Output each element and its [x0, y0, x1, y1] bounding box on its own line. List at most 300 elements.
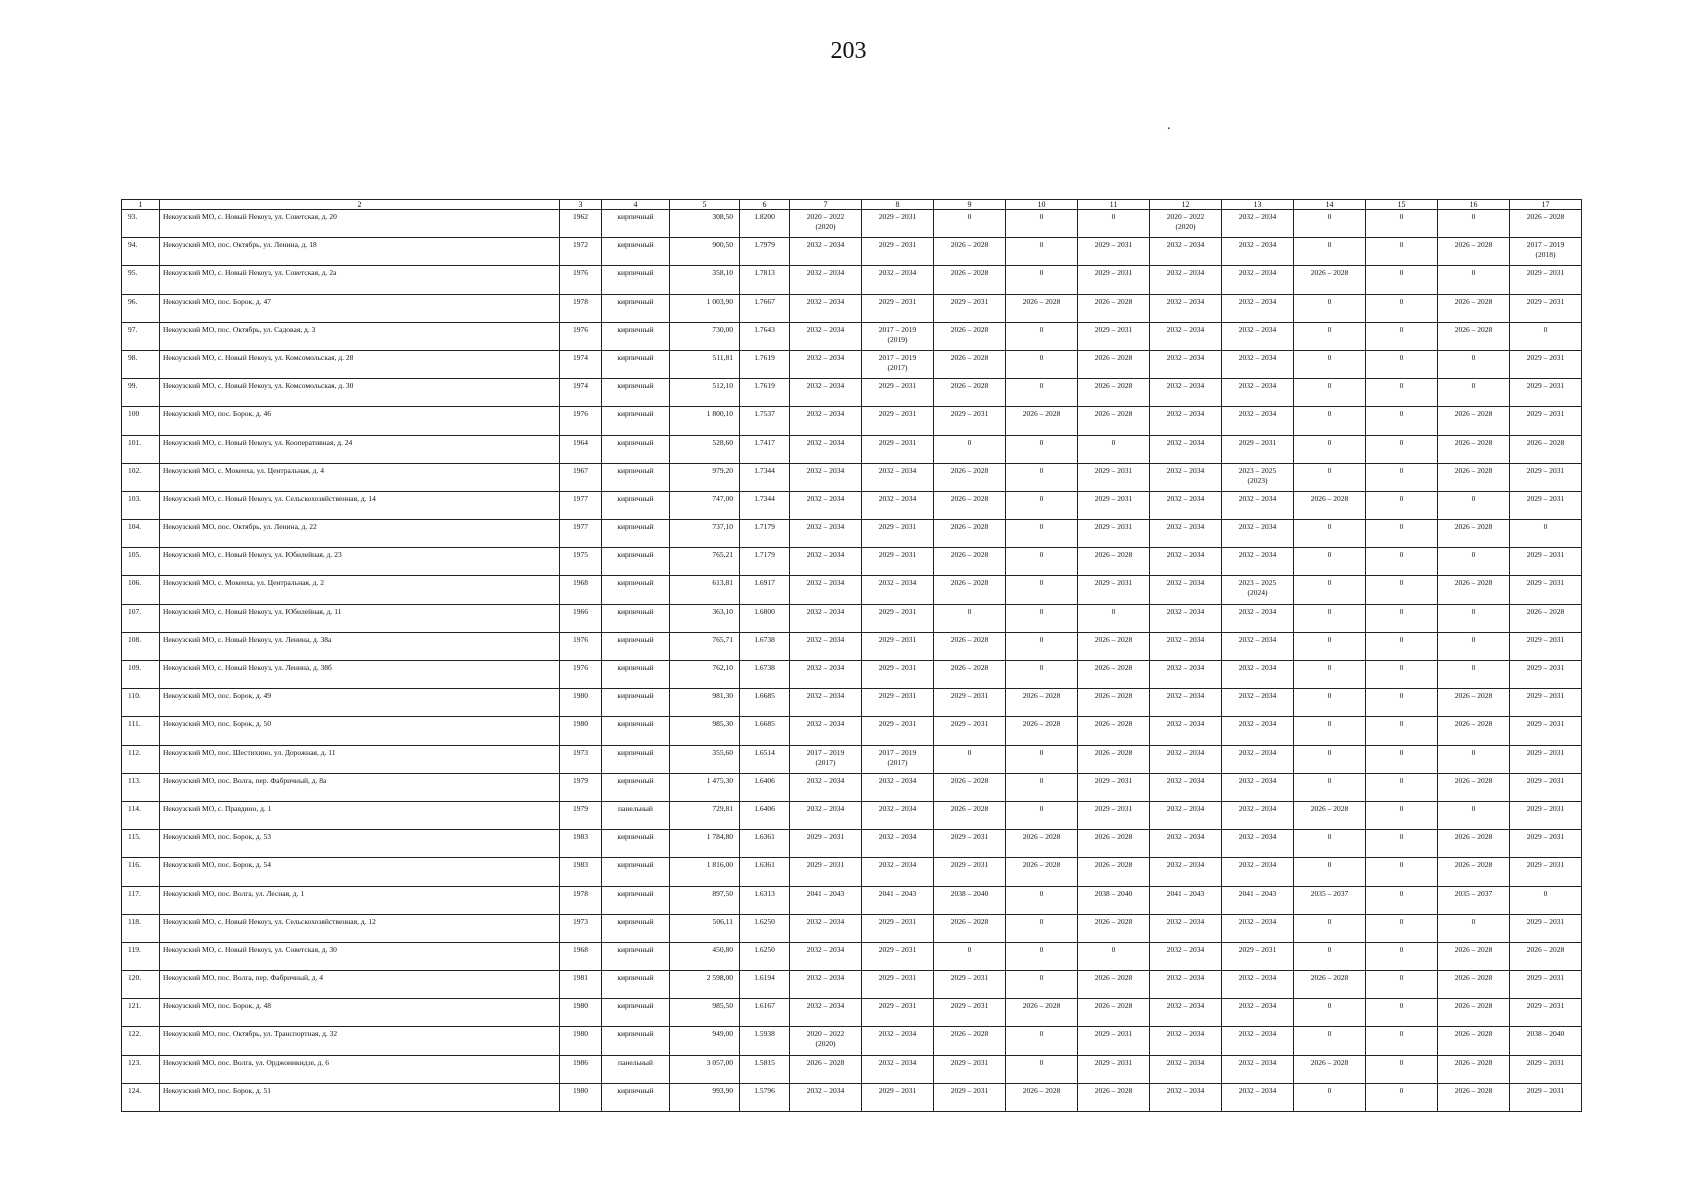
table-cell: 2029 – 2031 [1510, 491, 1582, 519]
table-cell: 2032 – 2034 [1150, 773, 1222, 801]
table-cell: 2026 – 2028 [1078, 379, 1150, 407]
table-cell: 1980 [560, 717, 602, 745]
table-cell: кирпичный [602, 717, 670, 745]
table-cell: кирпичный [602, 1083, 670, 1111]
table-cell: 2029 – 2031 [862, 632, 934, 660]
table-cell: 2032 – 2034 [1150, 914, 1222, 942]
table-cell: 2029 – 2031 [1510, 717, 1582, 745]
table-cell: 0 [1006, 745, 1078, 773]
table-cell: 2032 – 2034 [1222, 1083, 1294, 1111]
table-cell: 1.6685 [740, 689, 790, 717]
table-row [122, 294, 1582, 322]
table-cell: 2032 – 2034 [790, 604, 862, 632]
table-cell: 2032 – 2034 [1222, 491, 1294, 519]
table-cell: 2026 – 2028 [1078, 1083, 1150, 1111]
table-cell: 2017 – 2019 (2017) [862, 745, 934, 773]
table-cell: Некоузский МО, с. Мокеиха, ул. Центральная, д. 4 [160, 463, 560, 491]
table-row [122, 914, 1582, 942]
table-cell: 0 [1438, 914, 1510, 942]
table-cell: 2032 – 2034 [790, 632, 862, 660]
table-cell: 2029 – 2031 [1078, 322, 1150, 350]
column-header: 7 [790, 200, 862, 210]
table-cell: 1 475,30 [670, 773, 740, 801]
table-cell: кирпичный [602, 661, 670, 689]
table-cell: 765,71 [670, 632, 740, 660]
table-cell: 2026 – 2028 [1438, 1055, 1510, 1083]
table-cell: кирпичный [602, 548, 670, 576]
column-header: 15 [1366, 200, 1438, 210]
table-cell: Некоузский МО, пос. Октябрь, ул. Садовая, д. 3 [160, 322, 560, 350]
table-cell: 0 [1366, 576, 1438, 604]
table-cell: 2023 – 2025 (2024) [1222, 576, 1294, 604]
table-cell: 2029 – 2031 [862, 548, 934, 576]
table-cell: 0 [1294, 520, 1366, 548]
table-cell: 2029 – 2031 [1078, 1055, 1150, 1083]
table-cell: 1975 [560, 548, 602, 576]
table-cell: 2032 – 2034 [1222, 661, 1294, 689]
table-cell: кирпичный [602, 294, 670, 322]
table-cell: 100 [122, 407, 160, 435]
table-row [122, 999, 1582, 1027]
table-cell: 2029 – 2031 [1510, 1083, 1582, 1111]
table-cell: 2026 – 2028 [1078, 971, 1150, 999]
table-cell: 0 [1366, 717, 1438, 745]
table-cell: 0 [1438, 210, 1510, 238]
table-cell: 1.6194 [740, 971, 790, 999]
table-cell: 2026 – 2028 [1078, 632, 1150, 660]
table-cell: 2029 – 2031 [1078, 773, 1150, 801]
table-cell: Некоузский МО, пос. Шестихино, ул. Дорожная, д. 11 [160, 745, 560, 773]
table-cell: 2032 – 2034 [1150, 1055, 1222, 1083]
table-cell: 2041 – 2043 [1150, 886, 1222, 914]
table-cell: 1976 [560, 322, 602, 350]
table-cell: 1973 [560, 745, 602, 773]
table-cell: 737,10 [670, 520, 740, 548]
table-cell: 2032 – 2034 [1150, 491, 1222, 519]
table-cell: 0 [1006, 491, 1078, 519]
table-cell: 105. [122, 548, 160, 576]
table-cell: 0 [1366, 858, 1438, 886]
table-cell: Некоузский МО, с. Новый Некоуз, ул. Комсомольская, д. 30 [160, 379, 560, 407]
table-cell: 1.6250 [740, 942, 790, 970]
table-cell: Некоузский МО, пос. Борок, д. 54 [160, 858, 560, 886]
table-cell: 2032 – 2034 [1150, 971, 1222, 999]
table-cell: 1.7344 [740, 491, 790, 519]
table-cell: 2032 – 2034 [862, 830, 934, 858]
table-cell: 0 [1006, 350, 1078, 378]
table-cell: 1978 [560, 294, 602, 322]
table-cell: 2026 – 2028 [1078, 350, 1150, 378]
table-cell: 308,50 [670, 210, 740, 238]
table-cell: 2026 – 2028 [1006, 1083, 1078, 1111]
table-cell: 2026 – 2028 [1006, 717, 1078, 745]
table-cell: 0 [1510, 322, 1582, 350]
table-cell: 1 800,10 [670, 407, 740, 435]
table-cell: 2026 – 2028 [1294, 266, 1366, 294]
table-cell: 2032 – 2034 [790, 463, 862, 491]
table-cell: 1.6685 [740, 717, 790, 745]
table-cell: 1 003,90 [670, 294, 740, 322]
table-cell: 0 [1294, 407, 1366, 435]
table-cell: 2026 – 2028 [1438, 999, 1510, 1027]
table-cell: 2032 – 2034 [1222, 266, 1294, 294]
table-cell: 2017 – 2019 (2017) [790, 745, 862, 773]
table-cell: 0 [1006, 238, 1078, 266]
table-cell: 450,80 [670, 942, 740, 970]
table-cell: 2026 – 2028 [1006, 858, 1078, 886]
table-cell: 1.6313 [740, 886, 790, 914]
table-cell: 107. [122, 604, 160, 632]
table-cell: 1967 [560, 463, 602, 491]
table-cell: 1.6514 [740, 745, 790, 773]
table-row [122, 210, 1582, 238]
table-cell: 2029 – 2031 [862, 717, 934, 745]
table-cell: 1966 [560, 604, 602, 632]
table-row [122, 1055, 1582, 1083]
table-cell: 2032 – 2034 [1222, 1027, 1294, 1055]
table-cell: панельный [602, 801, 670, 829]
table-cell: кирпичный [602, 322, 670, 350]
table-cell: 2026 – 2028 [1438, 435, 1510, 463]
table-cell: 0 [1366, 491, 1438, 519]
column-header: 12 [1150, 200, 1222, 210]
table-cell: 2026 – 2028 [1438, 576, 1510, 604]
table-cell: 2029 – 2031 [1078, 1027, 1150, 1055]
table-cell: 0 [1438, 632, 1510, 660]
table-cell: 2026 – 2028 [1438, 773, 1510, 801]
table-cell: кирпичный [602, 858, 670, 886]
table-cell: 0 [1294, 294, 1366, 322]
table-cell: 2032 – 2034 [1150, 858, 1222, 886]
table-cell: 0 [1006, 942, 1078, 970]
table-cell: 2029 – 2031 [934, 1055, 1006, 1083]
table-row [122, 322, 1582, 350]
table-cell: 2026 – 2028 [1078, 999, 1150, 1027]
table-cell: 2026 – 2028 [1438, 971, 1510, 999]
table-cell: 2026 – 2028 [934, 491, 1006, 519]
table-cell: 2032 – 2034 [1222, 773, 1294, 801]
table-cell: 2032 – 2034 [1222, 858, 1294, 886]
table-cell: 765,21 [670, 548, 740, 576]
table-cell: 1.6406 [740, 801, 790, 829]
table-cell: 0 [1366, 548, 1438, 576]
table-cell: 102. [122, 463, 160, 491]
table-cell: Некоузский МО, с. Новый Некоуз, ул. Советская, д. 30 [160, 942, 560, 970]
table-cell: 2032 – 2034 [790, 576, 862, 604]
table-cell: 2032 – 2034 [1150, 520, 1222, 548]
table-cell: Некоузский МО, пос. Волга, ул. Лесная, д. 1 [160, 886, 560, 914]
table-cell: 0 [1438, 548, 1510, 576]
table-cell: 2029 – 2031 [1510, 661, 1582, 689]
table-cell: 0 [1366, 830, 1438, 858]
table-cell: 1983 [560, 830, 602, 858]
table-cell: Некоузский МО, пос. Борок, д. 46 [160, 407, 560, 435]
table-cell: Некоузский МО, пос. Борок, д. 48 [160, 999, 560, 1027]
table-cell: 0 [1366, 604, 1438, 632]
table-cell: 0 [1006, 210, 1078, 238]
table-cell: 2032 – 2034 [1150, 830, 1222, 858]
table-cell: кирпичный [602, 830, 670, 858]
table-cell: 3 057,00 [670, 1055, 740, 1083]
table-cell: 0 [1294, 548, 1366, 576]
table-cell: 0 [1438, 745, 1510, 773]
table-cell: 2029 – 2031 [1510, 350, 1582, 378]
table-cell: 2029 – 2031 [862, 971, 934, 999]
table-cell: кирпичный [602, 632, 670, 660]
table-cell: 2032 – 2034 [790, 294, 862, 322]
table-cell: 2032 – 2034 [862, 463, 934, 491]
table-cell: 0 [934, 435, 1006, 463]
table-cell: Некоузский МО, с. Правдино, д. 1 [160, 801, 560, 829]
table-cell: 2032 – 2034 [790, 379, 862, 407]
table-cell: Некоузский МО, пос. Волга, пер. Фабричный, д. 4 [160, 971, 560, 999]
table-cell: 1.7667 [740, 294, 790, 322]
table-cell: кирпичный [602, 604, 670, 632]
table-cell: 1.8200 [740, 210, 790, 238]
table-cell: 2026 – 2028 [1510, 604, 1582, 632]
table-cell: 1.7344 [740, 463, 790, 491]
table-cell: 2032 – 2034 [1222, 322, 1294, 350]
table-row [122, 491, 1582, 519]
table-cell: 0 [1006, 914, 1078, 942]
table-row [122, 576, 1582, 604]
page-mark: . [1167, 118, 1171, 133]
table-cell: 1968 [560, 942, 602, 970]
table-cell: 2032 – 2034 [1222, 238, 1294, 266]
table-cell: 1976 [560, 661, 602, 689]
table-cell: 355,60 [670, 745, 740, 773]
table-cell: 2026 – 2028 [934, 266, 1006, 294]
table-cell: 2029 – 2031 [1510, 830, 1582, 858]
table-cell: 111. [122, 717, 160, 745]
table-cell: 2029 – 2031 [934, 689, 1006, 717]
table-cell: 2032 – 2034 [1150, 717, 1222, 745]
table-cell: 0 [1438, 801, 1510, 829]
table-cell: 0 [1366, 294, 1438, 322]
table-cell: 2026 – 2028 [1438, 520, 1510, 548]
table-cell: 2032 – 2034 [790, 548, 862, 576]
table-cell: 0 [1366, 745, 1438, 773]
table-row [122, 520, 1582, 548]
table-cell: 0 [1006, 435, 1078, 463]
table-cell: 2026 – 2028 [1006, 407, 1078, 435]
table-cell: 1974 [560, 350, 602, 378]
table-cell: 2035 – 2037 [1438, 886, 1510, 914]
table-cell: 2029 – 2031 [1078, 266, 1150, 294]
table-cell: 0 [1366, 801, 1438, 829]
table-cell: 2026 – 2028 [1078, 717, 1150, 745]
table-cell: 120. [122, 971, 160, 999]
column-header: 14 [1294, 200, 1366, 210]
table-cell: 1.7179 [740, 520, 790, 548]
table-cell: 1.6917 [740, 576, 790, 604]
column-header: 2 [160, 200, 560, 210]
table-cell: 2032 – 2034 [790, 914, 862, 942]
table-cell: 1.7979 [740, 238, 790, 266]
table-cell: 358,10 [670, 266, 740, 294]
table-cell: кирпичный [602, 773, 670, 801]
table-cell: 2032 – 2034 [1222, 379, 1294, 407]
table-cell: 2032 – 2034 [1150, 604, 1222, 632]
table-cell: 0 [1294, 773, 1366, 801]
table-cell: 897,50 [670, 886, 740, 914]
table-cell: 2032 – 2034 [862, 1055, 934, 1083]
table-cell: 0 [1006, 604, 1078, 632]
table-cell: 0 [1438, 661, 1510, 689]
table-cell: 0 [1366, 1083, 1438, 1111]
table-cell: 116. [122, 858, 160, 886]
table-cell: 2026 – 2028 [1294, 801, 1366, 829]
column-header: 17 [1510, 200, 1582, 210]
table-cell: 2032 – 2034 [1222, 999, 1294, 1027]
table-cell: 2029 – 2031 [934, 294, 1006, 322]
table-row [122, 858, 1582, 886]
table-cell: 2032 – 2034 [1150, 1083, 1222, 1111]
table-cell: 0 [1294, 661, 1366, 689]
table-cell: 1.6406 [740, 773, 790, 801]
table-cell: 2026 – 2028 [1438, 830, 1510, 858]
table-row [122, 238, 1582, 266]
table-cell: 2032 – 2034 [790, 689, 862, 717]
table-cell: кирпичный [602, 407, 670, 435]
table-cell: кирпичный [602, 689, 670, 717]
column-header: 13 [1222, 200, 1294, 210]
table-row [122, 801, 1582, 829]
table-cell: 2026 – 2028 [934, 801, 1006, 829]
table-cell: Некоузский МО, пос. Борок, д. 49 [160, 689, 560, 717]
table-cell: 2026 – 2028 [934, 1027, 1006, 1055]
table-cell: 1.5815 [740, 1055, 790, 1083]
table-cell: 2026 – 2028 [934, 379, 1006, 407]
table-cell: 106. [122, 576, 160, 604]
table-cell: 0 [1366, 661, 1438, 689]
table-cell: Некоузский МО, с. Новый Некоуз, ул. Сельскохозяйственная, д. 12 [160, 914, 560, 942]
table-cell: 2029 – 2031 [1078, 576, 1150, 604]
table-cell: 2029 – 2031 [862, 379, 934, 407]
table-cell: 1977 [560, 491, 602, 519]
table-cell: 2032 – 2034 [1150, 632, 1222, 660]
table-row [122, 717, 1582, 745]
table-cell: кирпичный [602, 463, 670, 491]
table-cell: 613,81 [670, 576, 740, 604]
table-cell: 1976 [560, 632, 602, 660]
table-cell: 2026 – 2028 [934, 520, 1006, 548]
table-cell: кирпичный [602, 999, 670, 1027]
table-cell: 2032 – 2034 [862, 801, 934, 829]
column-header: 11 [1078, 200, 1150, 210]
table-cell: 118. [122, 914, 160, 942]
column-header: 16 [1438, 200, 1510, 210]
table-cell: 2026 – 2028 [934, 632, 1006, 660]
table-cell: 2029 – 2031 [1510, 266, 1582, 294]
table-cell: 363,10 [670, 604, 740, 632]
table-cell: 2029 – 2031 [934, 1083, 1006, 1111]
table-cell: 1973 [560, 914, 602, 942]
table-cell: 2032 – 2034 [1222, 1055, 1294, 1083]
table-cell: кирпичный [602, 350, 670, 378]
table-cell: 2032 – 2034 [790, 971, 862, 999]
table-cell: 0 [1078, 435, 1150, 463]
table-cell: Некоузский МО, с. Новый Некоуз, ул. Юбилейная, д. 23 [160, 548, 560, 576]
table-row [122, 661, 1582, 689]
table-cell: 2032 – 2034 [862, 858, 934, 886]
table-cell: 0 [1294, 576, 1366, 604]
table-cell: 1986 [560, 1055, 602, 1083]
table-cell: 2026 – 2028 [1078, 661, 1150, 689]
table-cell: 0 [1366, 407, 1438, 435]
table-cell: 0 [1366, 971, 1438, 999]
table-row [122, 350, 1582, 378]
table-cell: 2032 – 2034 [1150, 350, 1222, 378]
table-cell: 2029 – 2031 [1510, 576, 1582, 604]
table-cell: 1.7619 [740, 379, 790, 407]
table-cell: 2032 – 2034 [1150, 942, 1222, 970]
table-cell: 2032 – 2034 [1150, 999, 1222, 1027]
table-cell: 96. [122, 294, 160, 322]
table-cell: 2032 – 2034 [862, 576, 934, 604]
table-cell: 2032 – 2034 [862, 266, 934, 294]
table-cell: 103. [122, 491, 160, 519]
table-cell: 2026 – 2028 [1006, 830, 1078, 858]
table-cell: Некоузский МО, пос. Октябрь, ул. Транспортная, д. 32 [160, 1027, 560, 1055]
table-row [122, 463, 1582, 491]
table-cell: 2029 – 2031 [934, 999, 1006, 1027]
table-cell: 2029 – 2031 [862, 914, 934, 942]
table-cell: 104. [122, 520, 160, 548]
table-cell: Некоузский МО, пос. Борок, д. 47 [160, 294, 560, 322]
table-cell: 0 [1366, 210, 1438, 238]
table-cell: 2026 – 2028 [1510, 435, 1582, 463]
table-cell: 2029 – 2031 [1510, 689, 1582, 717]
table-cell: 0 [1006, 801, 1078, 829]
table-cell: кирпичный [602, 745, 670, 773]
table-cell: 2032 – 2034 [790, 238, 862, 266]
table-cell: 2032 – 2034 [1222, 717, 1294, 745]
table-cell: 109. [122, 661, 160, 689]
table-cell: 2026 – 2028 [1438, 858, 1510, 886]
table-cell: 0 [1294, 1027, 1366, 1055]
column-header: 10 [1006, 200, 1078, 210]
table-cell: 2032 – 2034 [1150, 1027, 1222, 1055]
table-cell: 2032 – 2034 [1222, 548, 1294, 576]
table-cell: 2026 – 2028 [1438, 463, 1510, 491]
table-cell: кирпичный [602, 1027, 670, 1055]
table-cell: 0 [1294, 350, 1366, 378]
table-cell: Некоузский МО, с. Новый Некоуз, ул. Сельскохозяйственная, д. 14 [160, 491, 560, 519]
table-cell: 2026 – 2028 [1078, 858, 1150, 886]
table-cell: 2032 – 2034 [790, 942, 862, 970]
table-cell: 2029 – 2031 [1510, 773, 1582, 801]
table-cell: 1.7179 [740, 548, 790, 576]
table-cell: 0 [1366, 463, 1438, 491]
table-row [122, 1083, 1582, 1111]
table-cell: 0 [1006, 520, 1078, 548]
table-cell: 0 [1366, 322, 1438, 350]
table-cell: 2029 – 2031 [1510, 914, 1582, 942]
table-cell: 1.6361 [740, 830, 790, 858]
table-cell: 0 [1366, 942, 1438, 970]
table-cell: 2032 – 2034 [862, 491, 934, 519]
table-cell: 985,30 [670, 717, 740, 745]
table-body [122, 210, 1582, 1112]
table-cell: Некоузский МО, пос. Борок, д. 53 [160, 830, 560, 858]
table-row [122, 632, 1582, 660]
table-cell: 1 816,00 [670, 858, 740, 886]
table-cell: 2032 – 2034 [1150, 463, 1222, 491]
table-cell: 0 [1510, 520, 1582, 548]
table-cell: 729,81 [670, 801, 740, 829]
table-row [122, 830, 1582, 858]
